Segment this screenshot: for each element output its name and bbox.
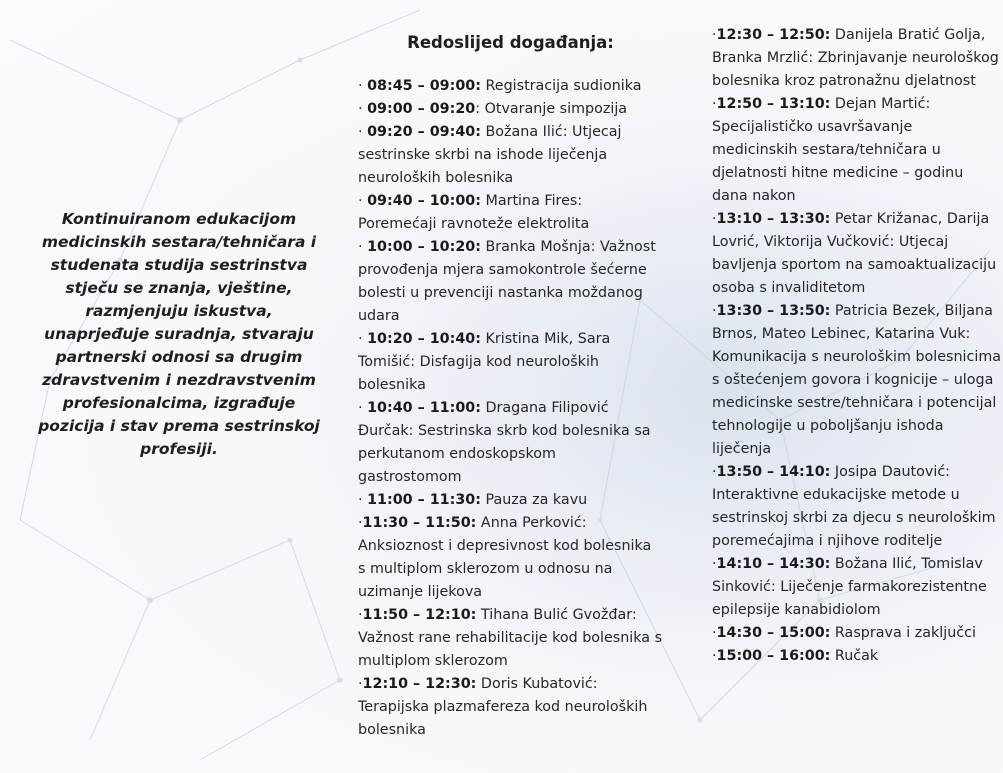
entry-text: Rasprava i zaključci xyxy=(830,625,977,641)
schedule-entry xyxy=(712,24,1002,93)
entry-time: 08:45 – 09:00: xyxy=(367,78,481,94)
entry-text: Dragana Filipović Đurčak: Sestrinska skrb kod bolesnika sa perkutanom endoskopskom gastrostomom xyxy=(358,400,651,485)
entry-time: 14:30 – 15:00: xyxy=(716,625,831,641)
entry-bullet: · xyxy=(712,96,717,112)
schedule-entry xyxy=(358,604,663,673)
entry-time: 11:30 – 11:50: xyxy=(362,515,477,531)
entry-text: : Otvaranje simpozija xyxy=(475,101,628,117)
entry-time: 10:20 – 10:40: xyxy=(367,331,481,347)
entry-time: 15:00 – 16:00: xyxy=(716,648,831,664)
entry-time: 14:10 – 14:30: xyxy=(716,556,831,572)
entry-text: Ručak xyxy=(830,648,879,664)
entry-bullet: · xyxy=(358,515,363,531)
entry-bullet: · xyxy=(712,625,717,641)
entry-time: 12:10 – 12:30: xyxy=(362,676,477,692)
entry-time: 12:30 – 12:50: xyxy=(716,27,831,43)
entry-bullet: · xyxy=(358,676,363,692)
entry-time: 12:50 – 13:10: xyxy=(716,96,831,112)
entry-text: Registracija sudionika xyxy=(480,78,642,94)
schedule-entry xyxy=(358,190,663,236)
schedule-entry xyxy=(712,622,1002,645)
entry-text: Doris Kubatović: Terapijska plazmafereza kod neuroloških bolesnika xyxy=(358,676,648,738)
entry-text: Tihana Bulić Gvožđar: Važnost rane rehabilitacije kod bolesnika s multiplom sklerozom xyxy=(358,607,663,669)
entry-text: Pauza za kavu xyxy=(480,492,588,508)
entry-bullet: · xyxy=(712,27,717,43)
entry-bullet: · xyxy=(358,239,368,255)
entry-time: 09:40 – 10:00: xyxy=(367,193,481,209)
entry-text: Martina Fires: Poremećaji ravnoteže elektrolita xyxy=(358,193,590,232)
schedule-entry xyxy=(358,397,663,489)
entry-time: 11:00 – 11:30: xyxy=(367,492,481,508)
schedule-entry xyxy=(358,328,663,397)
schedule-entry xyxy=(358,236,663,328)
entry-text: Petar Križanac, Darija Lovrić, Viktorija Vučković: Utjecaj bavljenja sportom na samoaktualizaciju osoba s invaliditetom xyxy=(712,211,997,296)
schedule-heading: Redoslijed događanja: xyxy=(407,33,614,52)
entry-time: 11:50 – 12:10: xyxy=(362,607,477,623)
entry-bullet: · xyxy=(358,400,368,416)
entry-time: 09:20 – 09:40: xyxy=(367,124,481,140)
entry-text: Božana Ilić, Tomislav Sinković: Liječenje farmakorezistentne epilepsije kanabidiolom xyxy=(712,556,987,618)
entry-bullet: · xyxy=(358,78,368,94)
schedule-entry xyxy=(358,512,663,604)
entry-text: Patricia Bezek, Biljana Brnos, Mateo Lebinec, Katarina Vuk: Komunikacija s neurološkim bolesnicima s oštećenjem govora i kognicije – uloga medicinske sestre/tehničara i potencijal tehnologije u poboljšanju ishoda liječenja xyxy=(712,303,1002,457)
entry-time: 13:30 – 13:50: xyxy=(716,303,831,319)
entry-time: 13:50 – 14:10: xyxy=(716,464,831,480)
entry-text: Josipa Dautović: Interaktivne edukacijske metode u sestrinskoj skrbi za djecu s neurološkim poremećajima i njihove roditelje xyxy=(712,464,996,549)
entry-bullet: · xyxy=(358,331,368,347)
entry-bullet: · xyxy=(358,492,368,508)
entry-bullet: · xyxy=(358,607,363,623)
schedule-entry xyxy=(358,98,663,121)
entry-time: 10:00 – 10:20: xyxy=(367,239,481,255)
schedule-entry xyxy=(712,208,1002,300)
entry-bullet: · xyxy=(712,556,717,572)
entry-bullet: · xyxy=(712,648,717,664)
entry-bullet: · xyxy=(712,303,717,319)
entry-bullet: · xyxy=(358,101,368,117)
entry-text: Božana Ilić: Utjecaj sestrinske skrbi na ishode liječenja neuroloških bolesnika xyxy=(358,124,622,186)
entry-bullet: · xyxy=(358,124,368,140)
entry-text: Branka Mošnja: Važnost provođenja mjera samokontrole šećerne bolesti u prevenciji nastanka moždanog udara xyxy=(358,239,656,324)
entry-text: Kristina Mik, Sara Tomišić: Disfagija kod neuroloških bolesnika xyxy=(358,331,611,393)
intro-paragraph: Kontinuiranom edukacijom medicinskih sestara/tehničara i studenata studija sestrinstva stječu se znanja, vještine, razmjenjuju iskustva, unaprjeđuje suradnja, stvaraju partnerski odnosi sa drugim zdravstvenim i nezdravstvenim profesionalcima, izgrađuje pozicija i stav prema sestrinskoj profesiji. xyxy=(38,210,320,458)
entry-bullet: · xyxy=(712,464,717,480)
schedule-column-middle xyxy=(358,30,663,742)
entry-time: 10:40 – 11:00: xyxy=(367,400,481,416)
entry-text: Danijela Bratić Golja, Branka Mrzlić: Zbrinjavanje neurološkog bolesnika kroz patronažnu djelatnost xyxy=(712,27,999,89)
entry-time: 09:00 – 09:20 xyxy=(367,101,476,117)
schedule-entry xyxy=(712,645,1002,668)
schedule-entry xyxy=(712,300,1002,461)
schedule-entry xyxy=(712,93,1002,208)
entry-bullet: · xyxy=(358,193,368,209)
schedule-entry xyxy=(358,75,663,98)
schedule-entry xyxy=(358,121,663,190)
entry-bullet: · xyxy=(712,211,717,227)
entry-text: Dejan Martić: Specijalističko usavršavanje medicinskih sestara/tehničara u djelatnosti hitne medicine – godinu dana nakon xyxy=(712,96,964,204)
entry-time: 13:10 – 13:30: xyxy=(716,211,831,227)
schedule-column-right xyxy=(712,24,1002,668)
schedule-entry xyxy=(712,461,1002,553)
schedule-entry xyxy=(358,673,663,742)
entry-text: Anna Perković: Anksioznost i depresivnost kod bolesnika s multiplom sklerozom u odnosu na uzimanje lijekova xyxy=(358,515,652,600)
schedule-entry xyxy=(712,553,1002,622)
schedule-entry xyxy=(358,489,663,512)
